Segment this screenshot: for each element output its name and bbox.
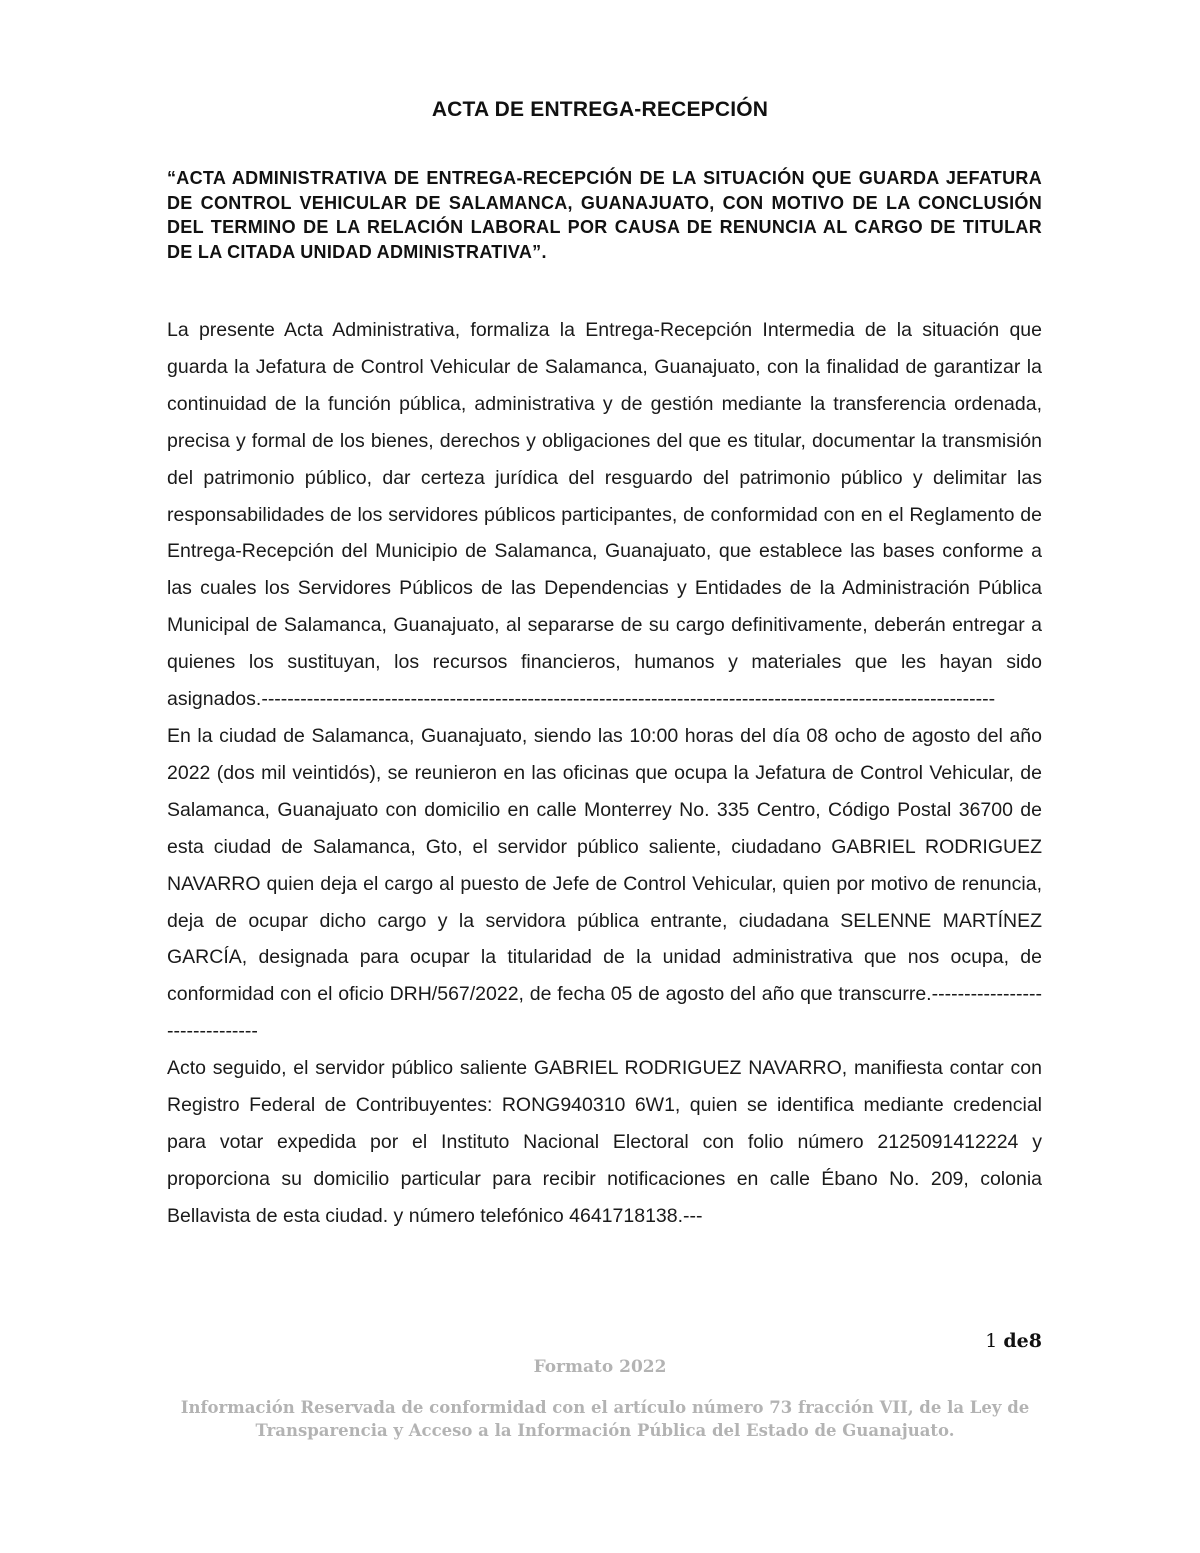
page-separator: de — [1003, 1330, 1029, 1352]
footer-format: Formato 2022 — [533, 1357, 667, 1377]
document-title: ACTA DE ENTREGA-RECEPCIÓN — [431, 98, 769, 121]
paragraph-outgoing-official: Acto seguido, el servidor público saliente GABRIEL RODRIGUEZ NAVARRO, manifiesta contar con Registro Federal de Contribuyentes: RONG940310 6W1, quien se identifica mediante credencial para votar expedida por el Instituto Nacional Electoral con folio número 2125091412224 y proporciona su domicilio particular para recibir notificaciones en calle Ébano No. 209, colonia Bellavista de esta ciudad. y número telefónico 4641718138.--- — [167, 1057, 1042, 1227]
paragraph-purpose: La presente Acta Administrativa, formaliza la Entrega-Recepción Intermedia de la situación que guarda la Jefatura de Control Vehicular de Salamanca, Guanajuato, con la finalidad de garantizar la continuidad de la función pública, administrativa y de gestión mediante la transferencia ordenada, precisa y formal de los bienes, derechos y obligaciones del que es titular, documentar la transmisión del patrimonio público, dar certeza jurídica del resguardo del patrimonio público y delimitar las responsabilidades de los servidores públicos participantes, de conformidad con en el Reglamento de Entrega-Recepción del Municipio de Salamanca, Guanajuato, que establece las bases conforme a las cuales los Servidores Públicos de las Dependencias y Entidades de la Administración Pública Municipal de Salamanca, Guanajuato, al separarse de su cargo definitivamente, deberán entregar a quienes los sustituyan, los recursos financieros, humanos y materiales que les hayan sido asignados.----------------------------------------------------------------------------------------------------------------- — [167, 319, 1042, 711]
document-subtitle: “ACTA ADMINISTRATIVA DE ENTREGA-RECEPCIÓN DE LA SITUACIÓN QUE GUARDA JEFATURA DE CONTROL VEHICULAR DE SALAMANCA, GUANAJUATO, CON MOTIVO DE LA CONCLUSIÓN DEL TERMINO DE LA RELACIÓN LABORAL POR CAUSA DE RENUNCIA AL CARGO DE TITULAR DE LA CITADA UNIDAD ADMINISTRATIVA”. — [167, 168, 1042, 262]
paragraph-meeting: En la ciudad de Salamanca, Guanajuato, siendo las 10:00 horas del día 08 ocho de agosto del año 2022 (dos mil veintidós), se reunieron en las oficinas que ocupa la Jefatura de Control Vehicular, de Salamanca, Guanajuato con domicilio en calle Monterrey No. 335 Centro, Código Postal 36700 de esta ciudad de Salamanca, Gto, el servidor público saliente, ciudadano GABRIEL RODRIGUEZ NAVARRO quien deja el cargo al puesto de Jefe de Control Vehicular, quien por motivo de renuncia, deja de ocupar dicho cargo y la servidora pública entrante, ciudadana SELENNE MARTÍNEZ GARCÍA, designada para ocupar la titularidad de la unidad administrativa que nos ocupa, de conformidad con el oficio DRH/567/2022, de fecha 05 de agosto del año que transcurre.------------------------------- — [167, 724, 1042, 1043]
document-body — [167, 312, 1042, 1235]
page-current: 1 — [985, 1330, 998, 1352]
page-number — [985, 1330, 1042, 1352]
page-total: 8 — [1028, 1330, 1042, 1352]
footer-confidentiality-notice: Información Reservada de conformidad con el artículo número 73 fracción VII, de la Ley de Transparencia y Acceso a la Información Pública del Estado de Guanajuato. — [180, 1398, 1030, 1440]
